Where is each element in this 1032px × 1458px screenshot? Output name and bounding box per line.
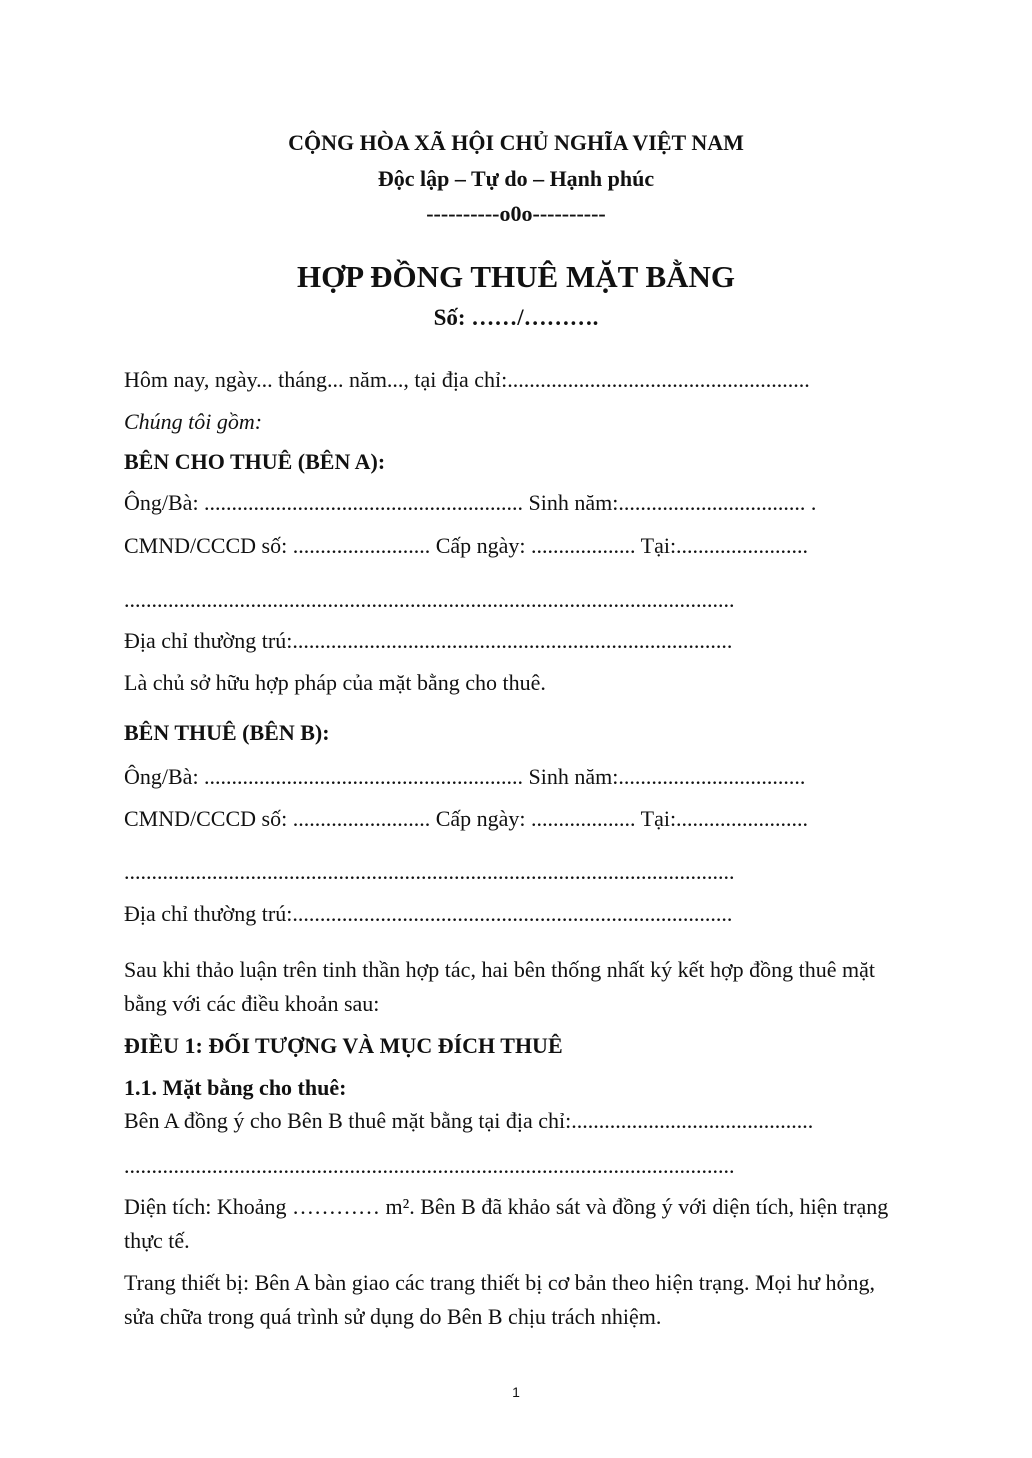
party-b-id-line: CMND/CCCD số: ......................... Cấp ngày: ................... Tại:........................ — [124, 806, 809, 831]
premises-dotted-line: ............................................................................................................... — [124, 1153, 735, 1178]
party-b-dotted-line: ............................................................................................................... — [124, 859, 735, 884]
premises-location-line: Bên A đồng ý cho Bên B thuê mặt bằng tại địa chỉ:............................................ — [124, 1108, 814, 1133]
header-separator: ----------o0o---------- — [426, 201, 606, 226]
party-b-name-line: Ông/Bà: .......................................................... Sinh năm:.................................. — [124, 764, 806, 789]
contract-title: HỢP ĐỒNG THUÊ MẶT BẰNG — [296, 259, 736, 294]
area-paragraph: Diện tích: Khoảng ………… m². Bên B đã khảo sát và đồng ý với diện tích, hiện trạng thực tế. — [124, 1194, 889, 1253]
party-a-dotted-line: ............................................................................................................... — [124, 587, 735, 612]
party-b-heading: BÊN THUÊ (BÊN B): — [124, 720, 330, 745]
equipment-paragraph: Trang thiết bị: Bên A bàn giao các trang thiết bị cơ bản theo hiện trạng. Mọi hư hỏng, sửa chữa trong quá trình sử dụng do Bên B chịu trách nhiệm. — [124, 1270, 876, 1329]
contract-number: Số: ……/………. — [433, 305, 599, 330]
party-a-heading: BÊN CHO THUÊ (BÊN A): — [124, 449, 386, 474]
party-a-ownership: Là chủ sở hữu hợp pháp của mặt bằng cho thuê. — [124, 670, 546, 695]
party-b-address-line: Địa chỉ thường trú:................................................................................ — [124, 901, 733, 926]
party-a-id-line: CMND/CCCD số: ......................... Cấp ngày: ................... Tại:........................ — [124, 533, 809, 558]
party-a-name-line: Ông/Bà: .......................................................... Sinh năm:.................................. . — [124, 490, 817, 515]
page-number: 1 — [512, 1384, 520, 1400]
agreement-paragraph: Sau khi thảo luận trên tinh thần hợp tác, hai bên thống nhất ký kết hợp đồng thuê mặt bằng với các điều khoản sau: — [124, 957, 875, 1016]
article-1-1-heading: 1.1. Mặt bằng cho thuê: — [124, 1075, 347, 1100]
national-title: CỘNG HÒA XÃ HỘI CHỦ NGHĨA VIỆT NAM — [288, 130, 744, 155]
article-1-heading: ĐIỀU 1: ĐỐI TƯỢNG VÀ MỤC ĐÍCH THUÊ — [124, 1033, 563, 1058]
date-location-line: Hôm nay, ngày... tháng... năm..., tại địa chỉ:....................................................... — [124, 367, 810, 392]
party-a-address-line: Địa chỉ thường trú:................................................................................ — [124, 628, 733, 653]
national-motto: Độc lập – Tự do – Hạnh phúc — [377, 166, 655, 191]
parties-intro: Chúng tôi gồm: — [124, 409, 263, 434]
